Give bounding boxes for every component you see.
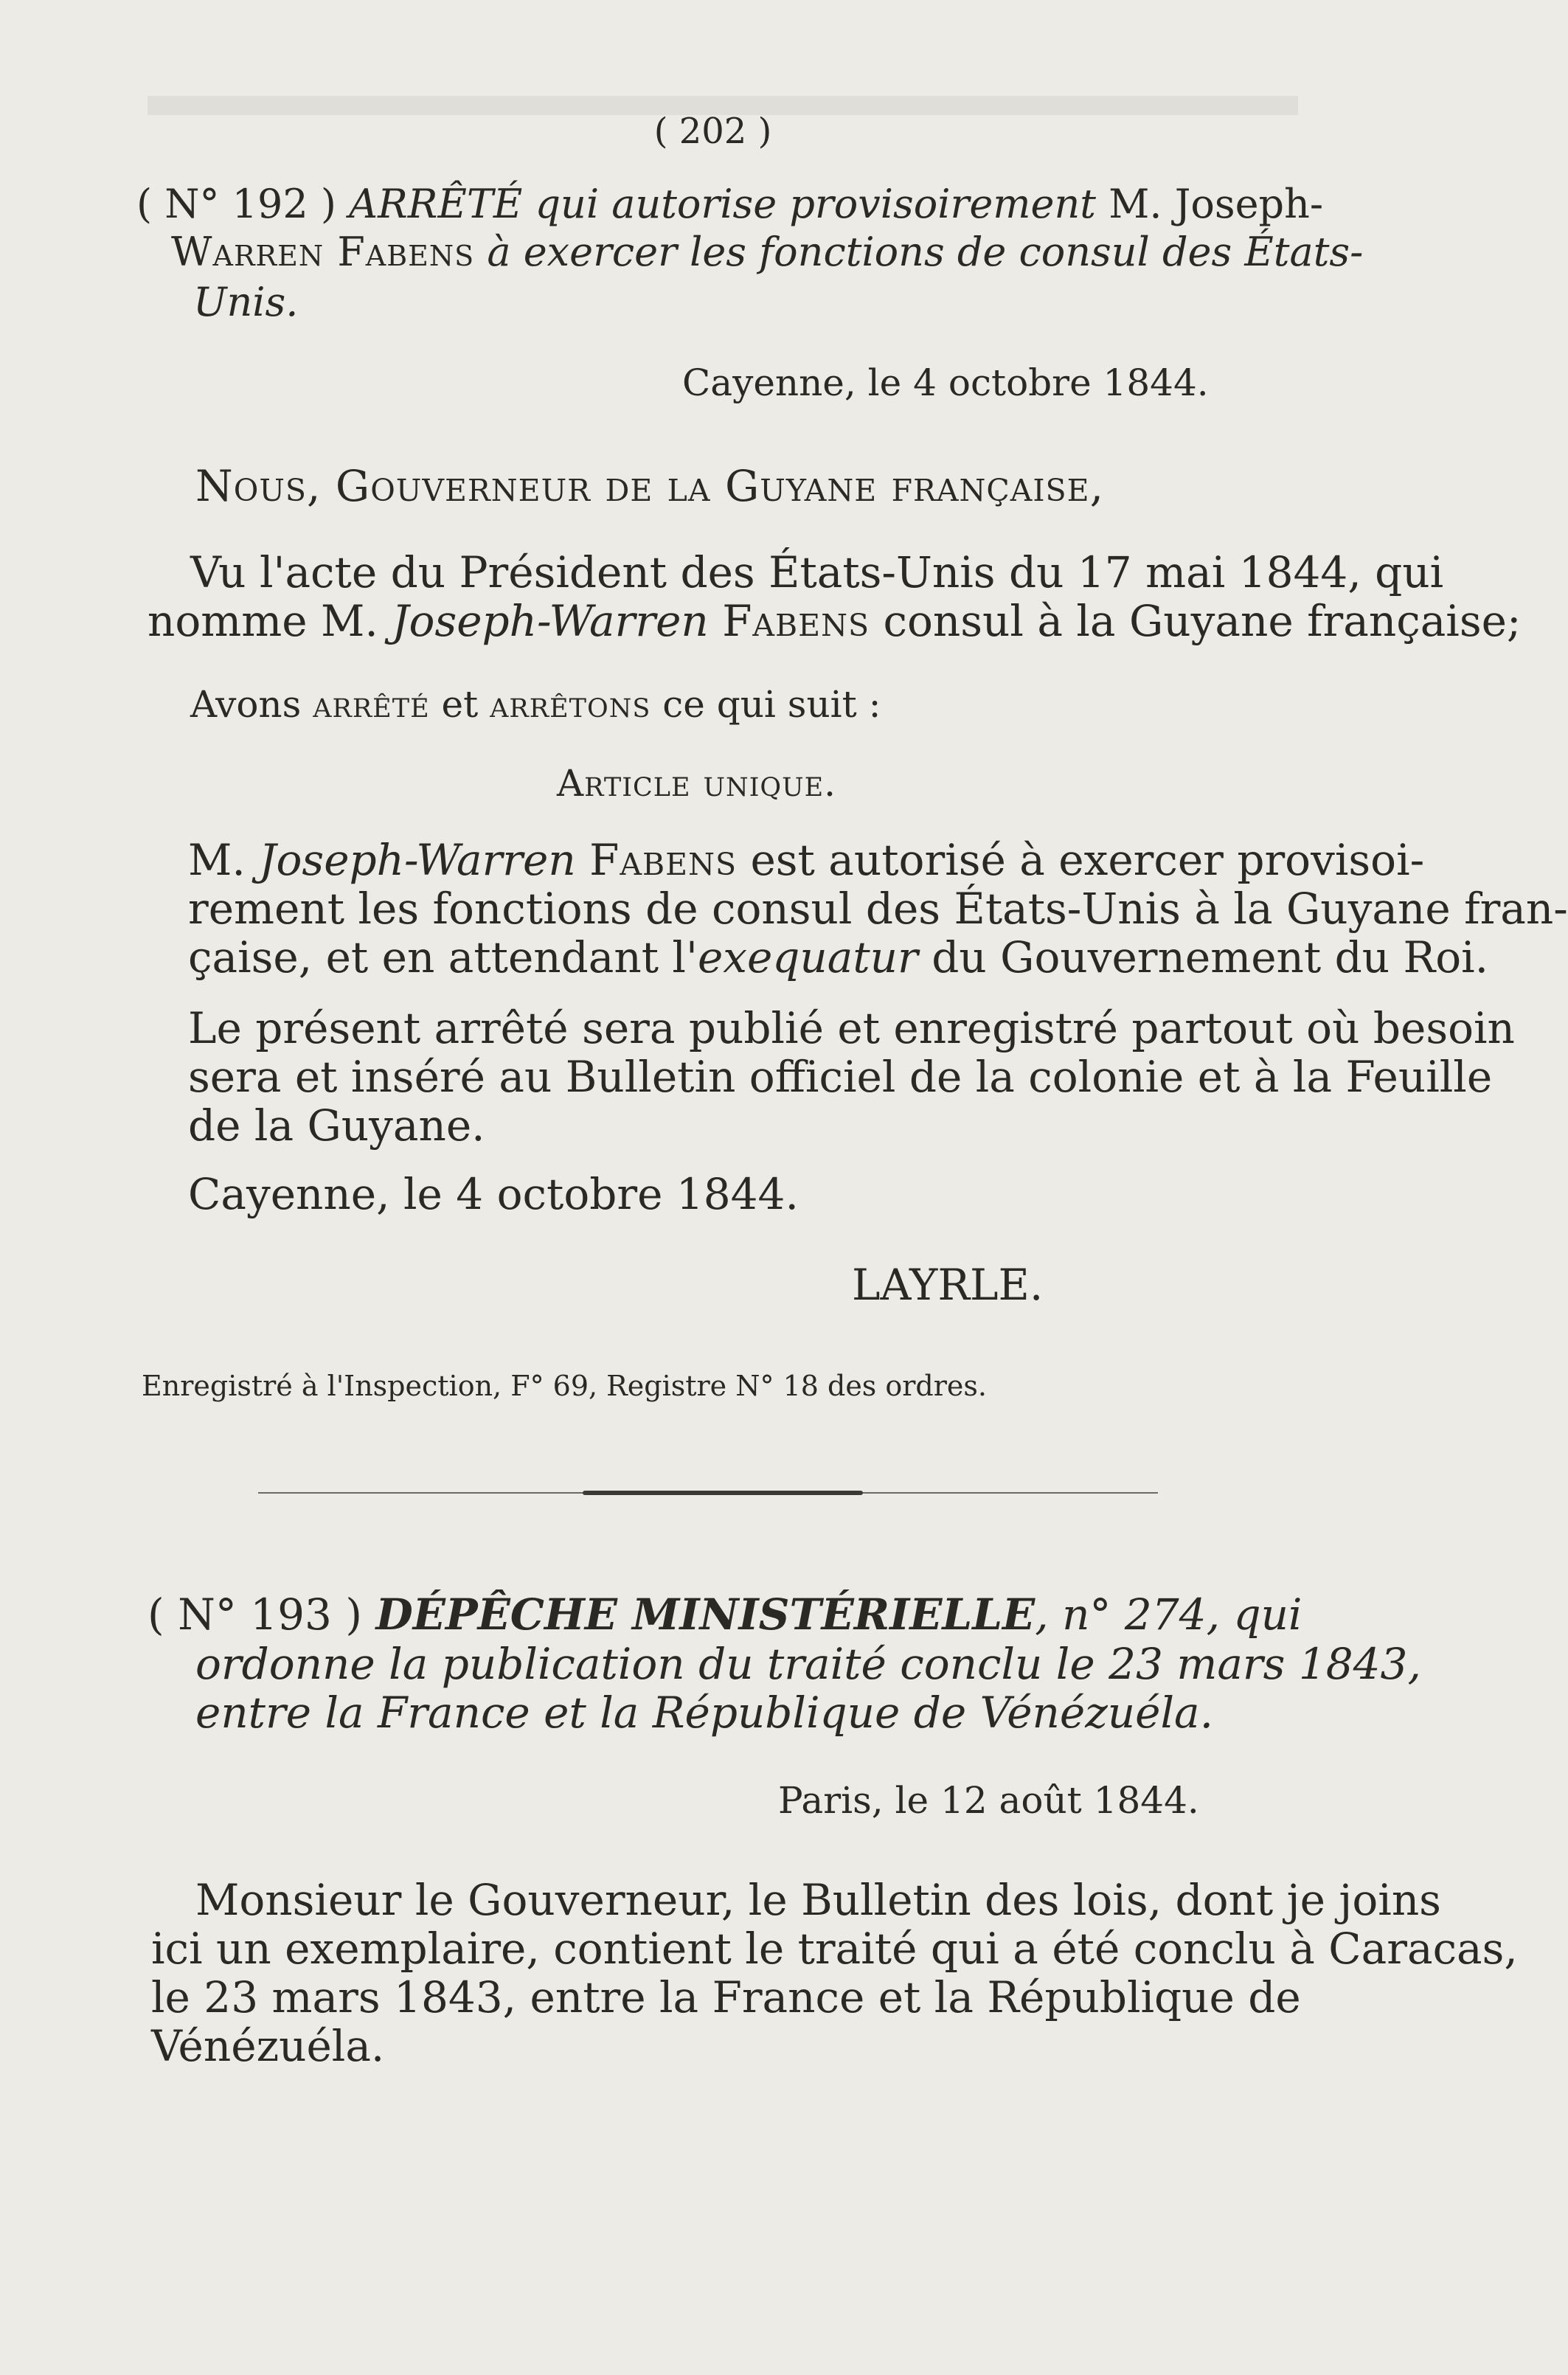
decree-192-heading-text2: à exercer les fonctions de consul des États- bbox=[487, 229, 1364, 275]
decree-192-visa-line2 bbox=[148, 596, 1521, 646]
enacting-e: ce qui suit : bbox=[662, 683, 881, 726]
dispatch-body-line3: le 23 mars 1843, entre la France et la République de bbox=[151, 1972, 1301, 2022]
visa-text-d: consul à la Guyane française; bbox=[883, 596, 1522, 646]
decree-192-heading-text: qui autorise provisoirement bbox=[535, 181, 1096, 227]
article-exequatur: exequatur bbox=[697, 932, 918, 982]
page-number: ( 202 ) bbox=[653, 111, 772, 152]
enacting-c: et bbox=[441, 683, 479, 726]
article-text3-a: çaise, et en attendant l' bbox=[188, 932, 698, 982]
article-line3 bbox=[188, 932, 1488, 982]
article-line1 bbox=[188, 835, 1424, 885]
enacting-d: arrêtons bbox=[490, 683, 651, 726]
article-surname: Fabens bbox=[589, 835, 738, 885]
dispatch-193-title: DÉPÊCHE MINISTÉRIELLE bbox=[375, 1589, 1035, 1640]
decree-192-visa-line1: Vu l'acte du Président des États-Unis du 17 mai 1844, qui bbox=[190, 547, 1444, 597]
publication-line3: de la Guyane. bbox=[188, 1100, 485, 1151]
article-text-a: M. bbox=[188, 835, 246, 885]
registration-note: Enregistré à l'Inspection, F° 69, Registre N° 18 des ordres. bbox=[142, 1370, 987, 1402]
article-name: Joseph-Warren bbox=[259, 835, 576, 885]
preamble-text: Nous, Gouverneur de la Guyane française, bbox=[195, 461, 1105, 511]
dispatch-193-number: ( N° 193 ) bbox=[148, 1589, 363, 1640]
dispatch-body-line1: Monsieur le Gouverneur, le Bulletin des lois, dont je joins bbox=[195, 1875, 1441, 1925]
dispatch-193-date: Paris, le 12 août 1844. bbox=[778, 1779, 1199, 1822]
decree-192-number: ( N° 192 ) bbox=[136, 181, 336, 227]
decree-192-title: ARRÊTÉ bbox=[349, 181, 523, 227]
decree-192-preamble bbox=[195, 461, 1104, 511]
closing-date: Cayenne, le 4 octobre 1844. bbox=[188, 1169, 799, 1219]
decree-192-heading-line2 bbox=[171, 229, 1363, 275]
dispatch-193-heading-line2: ordonne la publication du traité conclu le 23 mars 1843, bbox=[195, 1639, 1421, 1689]
visa-name: Joseph-Warren bbox=[392, 596, 709, 646]
publication-line1: Le présent arrêté sera publié et enregistré partout où besoin bbox=[188, 1003, 1515, 1053]
dispatch-193-heading-line3: entre la France et la République de Vénézuéla. bbox=[195, 1688, 1214, 1738]
dispatch-body-line4: Vénézuéla. bbox=[151, 2021, 385, 2071]
visa-text-a: nomme M. bbox=[148, 596, 378, 646]
dispatch-193-heading-line1 bbox=[148, 1589, 1302, 1640]
decree-192-heading-name2: Warren Fabens bbox=[171, 229, 475, 275]
section-separator bbox=[258, 1492, 1158, 1494]
dispatch-body-line2: ici un exemplaire, contient le traité qui a été conclu à Caracas, bbox=[151, 1924, 1518, 1974]
separator-ornament bbox=[583, 1491, 863, 1495]
article-line2: rement les fonctions de consul des États-Unis à la Guyane fran- bbox=[188, 884, 1568, 934]
visa-surname: Fabens bbox=[722, 596, 870, 646]
dispatch-193-heading-rest: , n° 274, qui bbox=[1035, 1589, 1302, 1640]
enacting-b: arrêté bbox=[313, 683, 430, 726]
article-title: Article unique. bbox=[557, 762, 837, 805]
decree-192-date: Cayenne, le 4 octobre 1844. bbox=[682, 361, 1209, 404]
publication-line2: sera et inséré au Bulletin officiel de la colonie et à la Feuille bbox=[188, 1052, 1493, 1102]
article-text3-c: du Gouvernement du Roi. bbox=[932, 932, 1489, 982]
decree-192-heading-line3: Unis. bbox=[193, 279, 299, 325]
enacting-a: Avons bbox=[190, 683, 302, 726]
signature: LAYRLE. bbox=[852, 1260, 1044, 1310]
decree-192-heading-line1 bbox=[136, 181, 1323, 227]
decree-192-enacting-clause bbox=[190, 683, 881, 726]
article-text-d: est autorisé à exercer provisoi- bbox=[750, 835, 1425, 885]
decree-192-heading-name: M. Joseph- bbox=[1109, 181, 1324, 227]
